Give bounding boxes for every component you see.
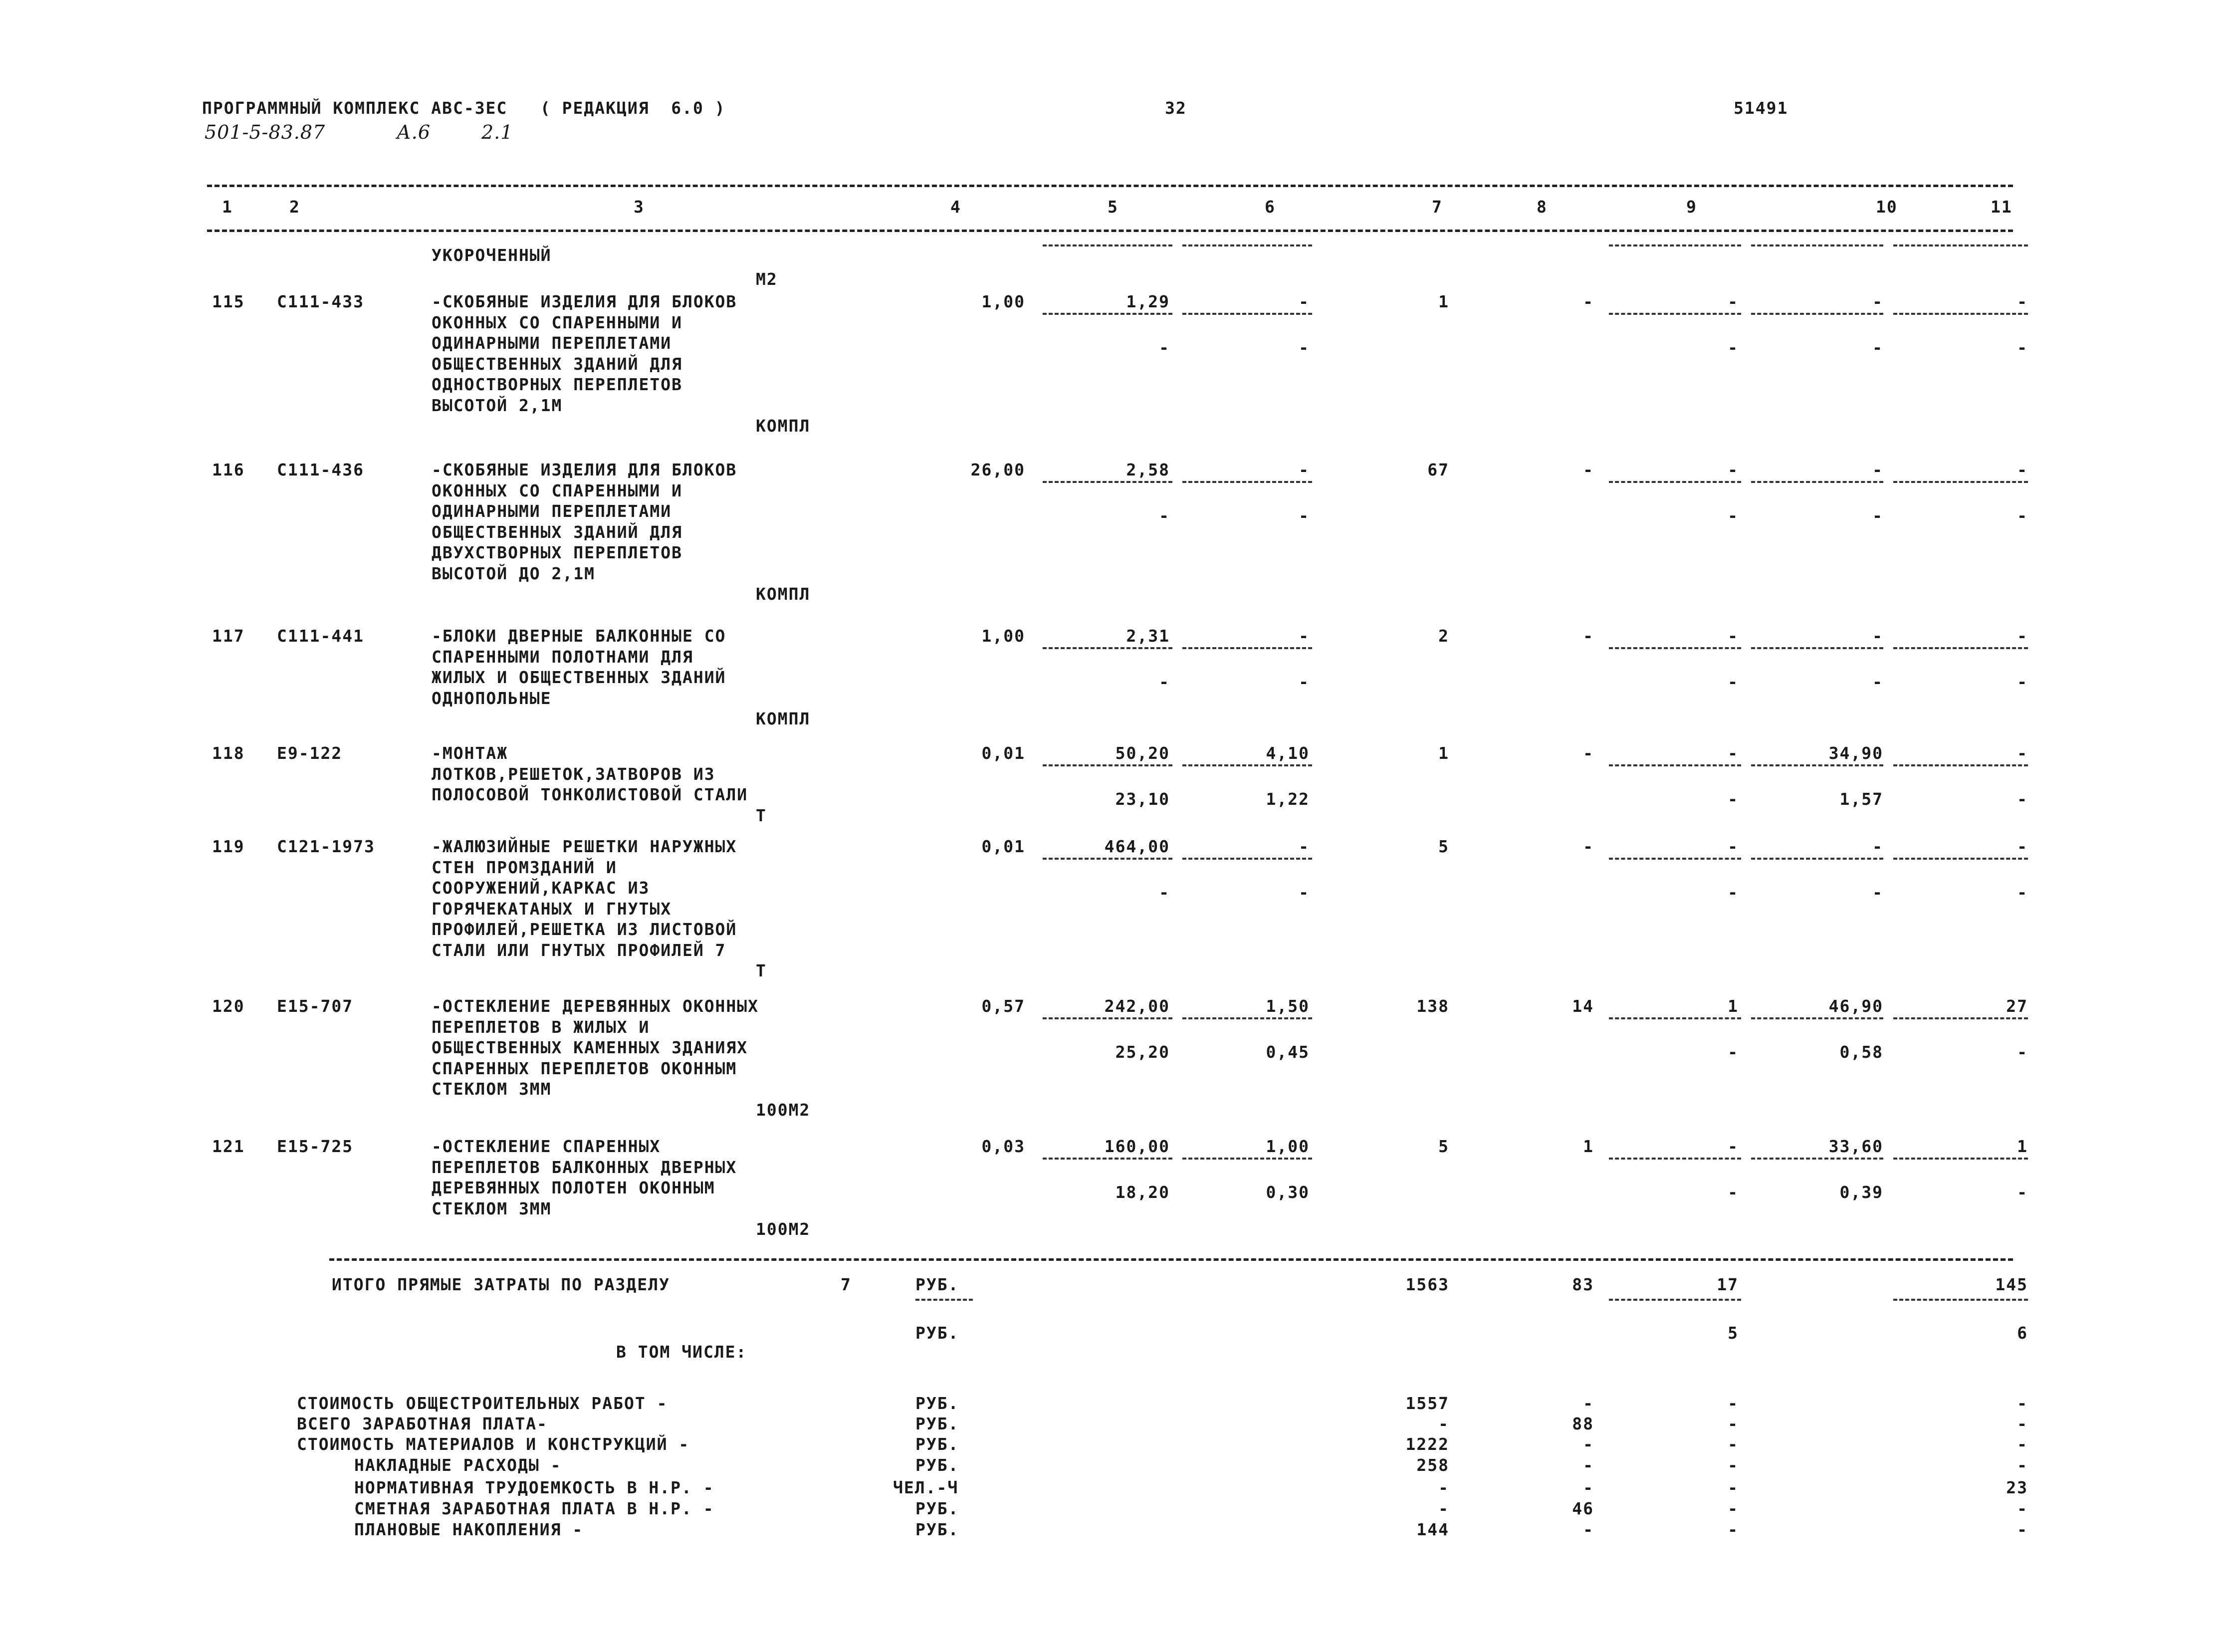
row-subvalue-c6: 1,22 (1266, 789, 1310, 809)
row-value-c4: 0,01 (981, 743, 1025, 763)
row-value-c5: 464,00 (1104, 837, 1170, 856)
row-separator-c10 (1751, 481, 1883, 483)
row-value-c7: 1 (1438, 743, 1449, 763)
row-description-line: ПЕРЕПЛЕТОВ В ЖИЛЫХ И (432, 1017, 650, 1037)
row-value-c11: 27 (2006, 996, 2028, 1016)
row-separator-c11 (1893, 313, 2028, 315)
summary-line-label: ВСЕГО ЗАРАБОТНАЯ ПЛАТА- (297, 1414, 548, 1433)
row-value-c11: - (2017, 460, 2028, 479)
row-subvalue-c6: - (1299, 883, 1310, 902)
summary-line-label: СМЕТНАЯ ЗАРАБОТНАЯ ПЛАТА В Н.Р. - (354, 1499, 714, 1518)
row-subvalue-c5: - (1159, 506, 1170, 525)
total-label: ИТОГО ПРЯМЫЕ ЗАТРАТЫ ПО РАЗДЕЛУ (332, 1275, 670, 1294)
row-unit: Т (756, 961, 767, 980)
row-separator-c6 (1182, 481, 1312, 483)
summary-line-label: НОРМАТИВНАЯ ТРУДОЕМКОСТЬ В Н.Р. - (354, 1478, 714, 1497)
summary-line-unit: РУБ. (915, 1455, 959, 1475)
column-header-10: 10 (1876, 197, 1898, 217)
summary-line-label: НАКЛАДНЫЕ РАСХОДЫ - (354, 1455, 562, 1475)
row-value-c4: 0,57 (981, 996, 1025, 1016)
row-description-line: -ОСТЕКЛЕНИЕ ДЕРЕВЯННЫХ ОКОННЫХ (432, 996, 759, 1016)
summary-line-value-c7: - (1438, 1478, 1449, 1497)
row-description-line: ОДИНАРНЫМИ ПЕРЕПЛЕТАМИ (432, 333, 672, 353)
row-separator-c6 (1182, 1158, 1312, 1160)
total-value-c8: 83 (1572, 1275, 1594, 1294)
row-subvalue-c6: - (1299, 672, 1310, 692)
summary-line-value-c8: - (1583, 1520, 1594, 1539)
summary-line-value-c8: - (1583, 1455, 1594, 1475)
row-value-c7: 2 (1438, 626, 1449, 646)
total-value-c9: 17 (1717, 1275, 1739, 1294)
row-value-c6: - (1299, 460, 1310, 479)
row-description-line: -СКОБЯНЫЕ ИЗДЕЛИЯ ДЛЯ БЛОКОВ (432, 460, 737, 479)
row-value-c11: 1 (2017, 1137, 2028, 1156)
row-code: С111-433 (277, 292, 364, 311)
row-subvalue-c10: 0,39 (1839, 1182, 1883, 1202)
row-code: Е9-122 (277, 743, 343, 763)
row-value-c6: - (1299, 626, 1310, 646)
row-value-c9: - (1728, 1137, 1739, 1156)
row-description-line: ПОЛОСОВОЙ ТОНКОЛИСТОВОЙ СТАЛИ (432, 785, 748, 804)
summary-line-unit: РУБ. (915, 1394, 959, 1413)
summary-line-value-c8: - (1583, 1434, 1594, 1454)
row-subvalue-c6: 0,45 (1266, 1042, 1310, 1062)
row-code: С111-441 (277, 626, 364, 646)
summary-line-value-c7: - (1438, 1414, 1449, 1433)
row-value-c8: - (1583, 626, 1594, 646)
row-value-c6: - (1299, 837, 1310, 856)
row-subvalue-c9: - (1728, 1182, 1739, 1202)
total-section-number: 7 (841, 1275, 852, 1294)
row-number: 116 (212, 460, 245, 479)
column-header-4: 4 (950, 197, 961, 217)
summary-line-value-c11: - (2017, 1520, 2028, 1539)
row-separator-c5 (1043, 1017, 1172, 1019)
row-value-c8: - (1583, 837, 1594, 856)
row-subvalue-c10: - (1872, 338, 1883, 357)
summary-line-value-c7: 258 (1416, 1455, 1449, 1475)
row-number: 115 (212, 292, 245, 311)
sub-unit: РУБ. (915, 1323, 959, 1343)
row-value-c8: 14 (1572, 996, 1594, 1016)
row-number: 118 (212, 743, 245, 763)
total-unit-separator (915, 1299, 973, 1301)
row-value-c10: - (1872, 837, 1883, 856)
row-subvalue-c11: - (2017, 1042, 2028, 1062)
row-subvalue-c5: 23,10 (1115, 789, 1170, 809)
row-separator-c5 (1043, 858, 1172, 860)
row-description-line: СООРУЖЕНИЙ,КАРКАС ИЗ (432, 878, 650, 898)
row-value-c6: - (1299, 292, 1310, 311)
row-description-line: ГОРЯЧЕКАТАНЫХ И ГНУТЫХ (432, 899, 672, 919)
row-separator-c10 (1751, 313, 1883, 315)
row-value-c10: 46,90 (1828, 996, 1883, 1016)
summary-line-value-c9: - (1728, 1455, 1739, 1475)
row-separator-c10 (1751, 1017, 1883, 1019)
row-separator-c9 (1609, 1017, 1741, 1019)
row-value-c4: 1,00 (981, 292, 1025, 311)
row-description-line: ОДНОСТВОРНЫХ ПЕРЕПЛЕТОВ (432, 375, 682, 394)
row-description-line: ДЕРЕВЯННЫХ ПОЛОТЕН ОКОННЫМ (432, 1178, 715, 1197)
row-unit: Т (756, 805, 767, 825)
row-value-c4: 0,01 (981, 837, 1025, 856)
row-subvalue-c6: 0,30 (1266, 1182, 1310, 1202)
summary-divider (329, 1258, 2013, 1261)
pre-row-unit: М2 (756, 269, 778, 289)
row-description-line: ОБЩЕСТВЕННЫХ ЗДАНИЙ ДЛЯ (432, 522, 682, 542)
row-separator-c6 (1182, 858, 1312, 860)
row-separator-c5 (1043, 764, 1172, 766)
row-value-c9: - (1728, 292, 1739, 311)
row-description-line: -ОСТЕКЛЕНИЕ СПАРЕННЫХ (432, 1137, 661, 1156)
row-value-c6: 1,50 (1266, 996, 1310, 1016)
row-subvalue-c9: - (1728, 789, 1739, 809)
row-description-line: СТЕКЛОМ 3ММ (432, 1079, 552, 1099)
row-value-c10: - (1872, 626, 1883, 646)
row-value-c8: - (1583, 460, 1594, 479)
row-value-c11: - (2017, 743, 2028, 763)
total-unit: РУБ. (915, 1275, 959, 1294)
row-subvalue-c10: 0,58 (1839, 1042, 1883, 1062)
row-value-c5: 1,29 (1126, 292, 1170, 311)
row-separator-c9 (1609, 481, 1741, 483)
row-unit: КОМПЛ (756, 584, 811, 604)
header-divider-top (207, 185, 2013, 187)
row-separator-c5 (1043, 481, 1172, 483)
row-description-line: ПРОФИЛЕЙ,РЕШЕТКА ИЗ ЛИСТОВОЙ (432, 920, 737, 939)
row-value-c9: - (1728, 626, 1739, 646)
row-subvalue-c5: 25,20 (1115, 1042, 1170, 1062)
handwritten-project-code: 501-5-83.87 (205, 121, 326, 143)
summary-line-unit: РУБ. (915, 1520, 959, 1539)
row-value-c7: 1 (1438, 292, 1449, 311)
row-value-c4: 0,03 (981, 1137, 1025, 1156)
document-number: 51491 (1734, 98, 1789, 118)
row-subvalue-c9: - (1728, 338, 1739, 357)
including-label: В ТОМ ЧИСЛЕ: (616, 1342, 747, 1362)
row-value-c5: 242,00 (1104, 996, 1170, 1016)
pre-row-separator-c5 (1043, 244, 1172, 246)
row-description-line: ОКОННЫХ СО СПАРЕННЫМИ И (432, 480, 682, 500)
handwritten-section: 2.1 (481, 121, 513, 143)
row-number: 121 (212, 1137, 245, 1156)
row-description-line: ПЕРЕПЛЕТОВ БАЛКОННЫХ ДВЕРНЫХ (432, 1157, 737, 1177)
column-header-2: 2 (289, 197, 300, 217)
row-subvalue-c6: - (1299, 338, 1310, 357)
row-description-line: ЛОТКОВ,РЕШЕТОК,ЗАТВОРОВ ИЗ (432, 764, 715, 784)
row-value-c9: - (1728, 837, 1739, 856)
row-subvalue-c9: - (1728, 506, 1739, 525)
row-description-line: ВЫСОТОЙ ДО 2,1М (432, 563, 596, 583)
row-number: 119 (212, 837, 245, 856)
row-value-c7: 138 (1416, 996, 1449, 1016)
row-value-c10: 33,60 (1828, 1137, 1883, 1156)
summary-line-value-c9: - (1728, 1520, 1739, 1539)
row-value-c10: 34,90 (1828, 743, 1883, 763)
row-separator-c6 (1182, 764, 1312, 766)
row-description-line: СТЕКЛОМ 3ММ (432, 1198, 552, 1218)
column-header-9: 9 (1686, 197, 1697, 217)
pre-row-separator-c10 (1751, 244, 1883, 246)
row-subvalue-c10: 1,57 (1839, 789, 1883, 809)
row-separator-c11 (1893, 764, 2028, 766)
row-code: С121-1973 (277, 837, 375, 856)
row-value-c4: 26,00 (970, 460, 1025, 479)
row-subvalue-c11: - (2017, 883, 2028, 902)
row-value-c5: 2,31 (1126, 626, 1170, 646)
row-subvalue-c10: - (1872, 672, 1883, 692)
summary-line-value-c11: - (2017, 1414, 2028, 1433)
row-subvalue-c9: - (1728, 883, 1739, 902)
total-separator-c9 (1609, 1299, 1741, 1301)
row-subvalue-c9: - (1728, 1042, 1739, 1062)
row-unit: КОМПЛ (756, 709, 811, 728)
column-header-8: 8 (1537, 197, 1548, 217)
summary-line-value-c11: - (2017, 1499, 2028, 1518)
sub-value-c11: 6 (2017, 1323, 2028, 1343)
header-divider-bottom (207, 230, 2013, 232)
row-separator-c5 (1043, 647, 1172, 649)
handwritten-album: А.6 (397, 121, 431, 143)
summary-line-value-c8: - (1583, 1394, 1594, 1413)
pre-row-separator-c11 (1893, 244, 2028, 246)
row-description-line: ОДИНАРНЫМИ ПЕРЕПЛЕТАМИ (432, 501, 672, 521)
summary-line-value-c7: 1557 (1405, 1394, 1449, 1413)
row-value-c8: - (1583, 292, 1594, 311)
row-unit: 100М2 (756, 1219, 811, 1239)
row-value-c11: - (2017, 837, 2028, 856)
row-subvalue-c6: - (1299, 506, 1310, 525)
row-description-line: -МОНТАЖ (432, 743, 508, 763)
summary-line-value-c8: 88 (1572, 1414, 1594, 1433)
row-description-line: СТАЛИ ИЛИ ГНУТЫХ ПРОФИЛЕЙ 7 (432, 940, 726, 960)
row-separator-c10 (1751, 764, 1883, 766)
row-subvalue-c5: - (1159, 672, 1170, 692)
sub-value-c9: 5 (1728, 1323, 1739, 1343)
row-value-c6: 1,00 (1266, 1137, 1310, 1156)
row-number: 120 (212, 996, 245, 1016)
row-unit: 100М2 (756, 1100, 811, 1120)
summary-line-unit: РУБ. (915, 1499, 959, 1518)
row-subvalue-c11: - (2017, 1182, 2028, 1202)
row-value-c8: 1 (1583, 1137, 1594, 1156)
summary-line-label: СТОИМОСТЬ МАТЕРИАЛОВ И КОНСТРУКЦИЙ - (297, 1434, 690, 1454)
pre-row-text: УКОРОЧЕННЫЙ (432, 245, 552, 265)
column-header-11: 11 (1991, 197, 2013, 217)
row-separator-c11 (1893, 858, 2028, 860)
summary-line-unit: РУБ. (915, 1414, 959, 1433)
row-separator-c9 (1609, 764, 1741, 766)
column-header-1: 1 (222, 197, 233, 217)
summary-line-value-c7: - (1438, 1499, 1449, 1518)
pre-row-separator-c6 (1182, 244, 1312, 246)
row-separator-c5 (1043, 313, 1172, 315)
row-value-c9: 1 (1728, 996, 1739, 1016)
summary-line-value-c11: - (2017, 1455, 2028, 1475)
row-subvalue-c9: - (1728, 672, 1739, 692)
row-description-line: ОБЩЕСТВЕННЫХ КАМЕННЫХ ЗДАНИЯХ (432, 1038, 748, 1057)
row-separator-c11 (1893, 1158, 2028, 1160)
row-subvalue-c11: - (2017, 338, 2028, 357)
row-description-line: -СКОБЯНЫЕ ИЗДЕЛИЯ ДЛЯ БЛОКОВ (432, 292, 737, 311)
summary-line-label: ПЛАНОВЫЕ НАКОПЛЕНИЯ - (354, 1520, 584, 1539)
row-value-c9: - (1728, 460, 1739, 479)
summary-line-value-c8: - (1583, 1478, 1594, 1497)
row-code: Е15-707 (277, 996, 354, 1016)
row-value-c11: - (2017, 292, 2028, 311)
summary-line-value-c7: 1222 (1405, 1434, 1449, 1454)
summary-line-value-c9: - (1728, 1414, 1739, 1433)
row-subvalue-c10: - (1872, 506, 1883, 525)
row-subvalue-c5: 18,20 (1115, 1182, 1170, 1202)
row-value-c8: - (1583, 743, 1594, 763)
row-separator-c11 (1893, 1017, 2028, 1019)
row-subvalue-c10: - (1872, 883, 1883, 902)
row-separator-c11 (1893, 481, 2028, 483)
row-code: Е15-725 (277, 1137, 354, 1156)
row-description-line: ОБЩЕСТВЕННЫХ ЗДАНИЙ ДЛЯ (432, 354, 682, 374)
page-number: 32 (1165, 98, 1187, 118)
summary-line-value-c9: - (1728, 1394, 1739, 1413)
row-subvalue-c11: - (2017, 789, 2028, 809)
row-value-c7: 67 (1427, 460, 1449, 479)
row-value-c7: 5 (1438, 837, 1449, 856)
row-separator-c9 (1609, 1158, 1741, 1160)
summary-line-label: СТОИМОСТЬ ОБЩЕСТРОИТЕЛЬНЫХ РАБОТ - (297, 1394, 668, 1413)
row-value-c5: 160,00 (1104, 1137, 1170, 1156)
summary-line-unit: РУБ. (915, 1434, 959, 1454)
row-separator-c9 (1609, 647, 1741, 649)
row-separator-c10 (1751, 858, 1883, 860)
row-value-c6: 4,10 (1266, 743, 1310, 763)
row-description-line: ВЫСОТОЙ 2,1М (432, 395, 563, 415)
summary-line-unit: ЧЕЛ.-Ч (893, 1478, 959, 1497)
row-value-c5: 2,58 (1126, 460, 1170, 479)
summary-line-value-c8: 46 (1572, 1499, 1594, 1518)
row-subvalue-c11: - (2017, 506, 2028, 525)
summary-line-value-c9: - (1728, 1434, 1739, 1454)
total-separator-c11 (1893, 1299, 2028, 1301)
row-value-c7: 5 (1438, 1137, 1449, 1156)
column-header-6: 6 (1265, 197, 1276, 217)
row-value-c4: 1,00 (981, 626, 1025, 646)
row-value-c10: - (1872, 292, 1883, 311)
row-description-line: СПАРЕННЫМИ ПОЛОТНАМИ ДЛЯ (432, 647, 693, 667)
row-description-line: ОДНОПОЛЬНЫЕ (432, 688, 552, 708)
row-value-c9: - (1728, 743, 1739, 763)
row-description-line: -БЛОКИ ДВЕРНЫЕ БАЛКОННЫЕ СО (432, 626, 726, 646)
column-header-3: 3 (634, 197, 645, 217)
row-description-line: СПАРЕННЫХ ПЕРЕПЛЕТОВ ОКОННЫМ (432, 1058, 737, 1078)
row-separator-c10 (1751, 1158, 1883, 1160)
row-separator-c11 (1893, 647, 2028, 649)
row-description-line: ДВУХСТВОРНЫХ ПЕРЕПЛЕТОВ (432, 543, 682, 562)
row-separator-c5 (1043, 1158, 1172, 1160)
summary-line-value-c9: - (1728, 1499, 1739, 1518)
summary-line-value-c7: 144 (1416, 1520, 1449, 1539)
total-value-c11: 145 (1995, 1275, 2028, 1294)
row-description-line: -ЖАЛЮЗИЙНЫЕ РЕШЕТКИ НАРУЖНЫХ (432, 837, 737, 856)
row-value-c5: 50,20 (1115, 743, 1170, 763)
column-header-5: 5 (1108, 197, 1119, 217)
row-code: С111-436 (277, 460, 364, 479)
row-subvalue-c5: - (1159, 883, 1170, 902)
row-unit: КОМПЛ (756, 416, 811, 436)
summary-line-value-c11: - (2017, 1434, 2028, 1454)
summary-line-value-c11: 23 (2006, 1478, 2028, 1497)
row-number: 117 (212, 626, 245, 646)
row-subvalue-c5: - (1159, 338, 1170, 357)
row-description-line: СТЕН ПРОМЗДАНИЙ И (432, 857, 617, 877)
row-separator-c10 (1751, 647, 1883, 649)
row-separator-c6 (1182, 1017, 1312, 1019)
row-description-line: ЖИЛЫХ И ОБЩЕСТВЕННЫХ ЗДАНИЙ (432, 668, 726, 687)
row-subvalue-c11: - (2017, 672, 2028, 692)
row-separator-c6 (1182, 647, 1312, 649)
column-header-7: 7 (1432, 197, 1443, 217)
program-title: ПРОГРАММНЫЙ КОМПЛЕКС АВС-ЗЕС ( РЕДАКЦИЯ 6.0 ) (202, 98, 726, 118)
summary-line-value-c11: - (2017, 1394, 2028, 1413)
summary-line-value-c9: - (1728, 1478, 1739, 1497)
pre-row-separator-c9 (1609, 244, 1741, 246)
total-value-c7: 1563 (1405, 1275, 1449, 1294)
row-separator-c9 (1609, 313, 1741, 315)
row-description-line: ОКОННЫХ СО СПАРЕННЫМИ И (432, 312, 682, 332)
row-separator-c6 (1182, 313, 1312, 315)
row-value-c11: - (2017, 626, 2028, 646)
row-value-c10: - (1872, 460, 1883, 479)
row-separator-c9 (1609, 858, 1741, 860)
